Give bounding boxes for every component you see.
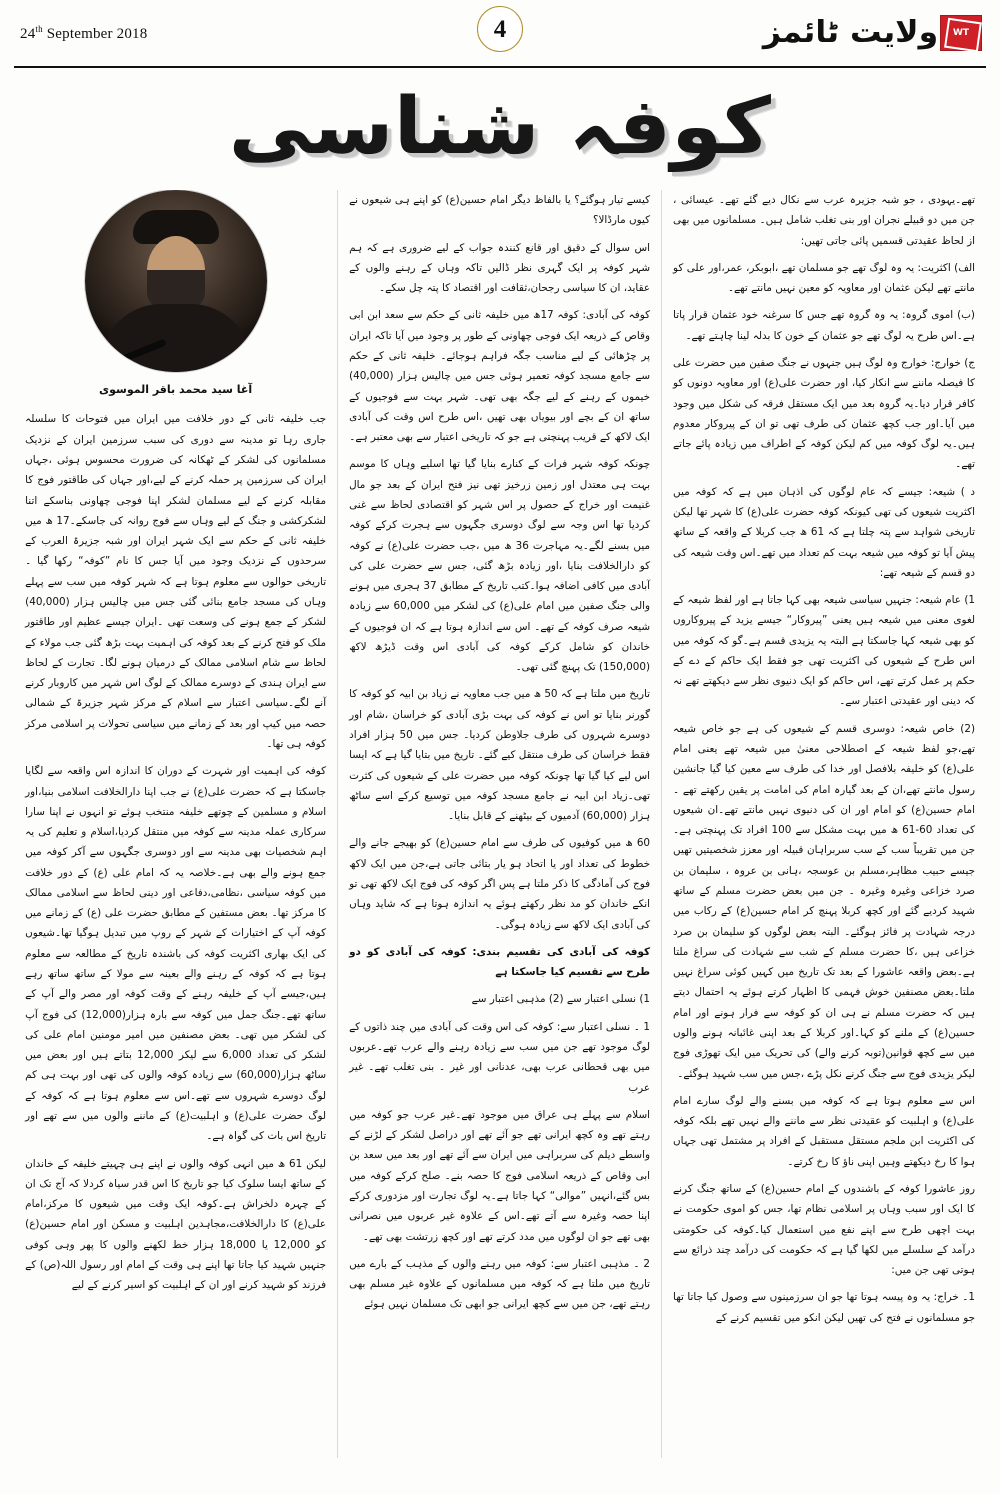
paragraph: کیسے تیار ہوگئے؟ یا بالفاظ دیگر امام حسین(ع) کو اپنے ہی شیعوں نے کیوں مارڈالا؟ [349,194,651,227]
article-columns [14,186,986,1458]
paragraph: چونکہ کوفہ شہر فرات کے کنارے بنایا گیا تھا اسلیے وہاں کا موسم بہت ہی معتدل اور زمین زرخیز تھی نیز فتح ایران کے بعد جو مال غنیمت اور خراج کے حصول پر اس شہر کو اقتصادی لحاظ سے غنی کردیا تھا اس وجہ سے لوگ دوسری جگہوں سے ہجرت کرکے کوفہ میں بسنے لگے۔یہ مہاجرت 36 ھ میں ،جب حضرت علی(ع) نے کوفہ کو دارالخلافت بنایا ،اور زیادہ بڑھ گئی، جس سے حضرت علی کی آبادی میں کافی اضافہ ہوا۔کتب تاریخ کے مطابق 37 ہجری میں ہونے والی جنگ صفین میں امام علی(ع) کی لشکر میں 60,000 سے زیادہ شیعہ صرف کوفہ کے تھے۔ اس سے اندازہ ہوتا ہے کہ ان فوجیوں کے خاندان کو شامل کرکے کوفہ کی آبادی اس وقت ڈیڑھ لاکھ (150,000) تک پہنچ گئی تھی۔ [349,458,651,674]
paragraph: د ) شیعہ: جیسے کہ عام لوگوں کی اذہان میں ہے کہ کوفہ میں اکثریت شیعوں کی تھی کیونکہ کوفہ حضرت علی(ع) کا شہر تھا لیکن تاریخی شواہد سے پتہ چلتا ہے کہ 61 ھ جب کربلا کے واقعہ کے ساتھ پیش آیا تو کوفہ میں شیعہ بہت کم تعداد میں تھے۔اس وقت شیعہ کی دو قسم کے شیعہ تھے: [673,485,975,579]
column-middle [338,190,662,1458]
date-suffix: th [35,23,43,34]
paragraph: اسلام سے پہلے ہی عراق میں موجود تھے۔غیر عرب جو کوفہ میں رہتے تھے وہ کچھ ایرانی تھے جو آئے تھے اور دراصل لشکر کے لڑنے کے واسطے دیلم کی سربراہی میں ایران سے آئے تھے اور بعد میں سعد بن ابی وقاص کے ذریعہ اسلامی فوج کا حصہ بنے۔ صلح کرکے کوفہ میں بس گئے،انہیں ”موالی“ کہا جاتا ہے۔یہ لوگ تجارت اور مزدوری کرکے اپنا حصہ وغیرہ سے آتے تھے۔اس کے علاوہ غیر عربوں میں نصرانی بھی تھے جو ان لوگوں میں مدد کرتے تھے اور کچھ زرتشت بھی تھے۔ [349,1108,651,1243]
paragraph: جب خلیفہ ثانی کے دور خلافت میں ایران میں فتوحات کا سلسلہ جاری رہا تو مدینہ سے دوری کی سبب سرزمین ایران کے نزدیک مسلمانوں کی لشکر کے ٹھکانہ کی ضرورت محسوس ہوئی ،جہاں ایران کی سرزمین پر حملہ کرنے کے لیے،اور جہاں کی طاقتور فوج کا مقابلہ کرنے کے لیے مسلمان لشکر اپنا فوجی چھاونی بناسکے اتنا لشکرکشی و جنگ کے لیے وہاں سے فوج روانہ کی جاسکے۔17 ھ میں خلیفہ ثانی کے حکم سے ایک شہر ایران اور شبہ جزیرۃ العرب کے سرحدوں کے نزدیک وجود میں آیا جس کا نام ”کوفہ“ رکھا گیا ۔ تاریخی حوالوں سے معلوم ہوتا ہے کہ شہر کوفہ میں سب سے پہلے وہاں کی مسجد جامع بنائی گئی جس میں چالیس ہزار (40,000) لشکر کے جمع ہونے کی وسعت تھی ۔ایران جیسے عظیم اور طاقتور ملک کو فتح کرنے کے بعد کوفہ کی اہمیت بہت بڑھ گئی جب مولاء کے لحاظ سے شام اسلامی ممالک کے درمیان ہونے لگا۔ تجارت کے لحاظ سے ایران ہندی کے دوسرے ممالک کے لوگ اس شہر میں کاروبار کرنے آنے لگے۔سیاسی اعتبار سے اسلام کے مرکز شہر جزیرۃ کے شمالی حصہ میں کیپ اور بعد کے زمانے میں سیاسی تحولات پر اسلامی مرکز کوفہ ہی تھا۔ [25,413,327,750]
paragraph: کوفہ کی اہمیت اور شہرت کے دوران کا اندازہ اس واقعہ سے لگایا جاسکتا ہے کہ حضرت علی(ع) نے جب اپنا دارالخلافت اسلامی بنیا،اور اسلام و مسلمین کے چوتھے خلیفہ منتخب ہوئے تو انہوں نے اپنا سارا سرکاری عملہ مدینہ سے کوفہ میں منتقل کردیا،اسلام و تعلیم کی یہ اہم شخصیات بھی مدینہ سے اور دوسری جگہوں سے آکر کوفہ میں جمع ہونے والے بھی ہے۔خلاصہ یہ کہ امام علی (ع) کے دور خلافت میں کوفہ سیاسی ،نظامی،دفاعی اور دینی لحاظ سے اسلامی ممالک کا مرکز تھا۔ بعض مستفین کے مطابق حضرت علی (ع) کے زمانے میں کوفہ آپ کے اختیارات کے شہر کے روپ میں تبدیل ہوگیا تھا۔شیعوں کی ایک بھاری اکثریت کوفہ کی باشندہ تاریخ کے مطالعہ سے معلوم ہوتا ہے کہ کوفہ کے رہنے والے بعینہ سے مولا کے ساتھ ساتھ رہے ہیں،جیسے آپ کے خلیفہ رہنے کے وقت کوفہ اور مصر والے آپ کے ساتھ تھے۔جنگ جمل میں کوفہ سے بارہ ہزار(12,000) کی فوج آپ کی لشکر میں تھی۔ بعض مصنفین میں امیر مومنین امام علی کی لشکر کی تعداد 6,000 سے لیکر 12,000 بتاتے ہیں اور بعض میں ساٹھ ہزار(60,000) سے زیادہ کوفہ والوں کی تھی اور بہت ہی کم لوگ دوسرے شہروں سے تھے۔اس سے معلوم ہوتا ہے کہ کوفہ کے لوگ حضرت علی(ع) و اہلبیت(ع) کے ماننے والوں میں سے تھے اور تاریخ اس بات کی گواہ ہے۔ [25,765,327,1143]
paragraph: لیکن 61 ھ میں انہی کوفہ والوں نے اپنے ہی چہیتے خلیفہ کے خاندان کے ساتھ ایسا سلوک کیا جو تاریخ کا اس قدر سیاہ کردلا کہ آج تک ان کے چہرہ دلخراش ہے۔کوفہ ایک وقت میں شیعوں کا مرکز،امام علی(ع) کا دارالخلافت،مجاہدین اہلبیت و مسکن اور امام حسین(ع) کو 12,000 یا 18,000 ہزار خط لکھنے والوں کا پھر وہی کوفی جنہیں شہید کیا جاتا تھا اپنے ہی وقت کے امام اور رسول اللہ(ص) کے فرزند کو شہید کرنے اور ان کے اہلبیت کو اسیر کرنے کے لیے [25,1157,327,1292]
paragraph: (ب) اموی گروہ: یہ وہ گروہ تھے جس کا سرغنہ خود عثمان قرار پاتا ہے۔اس طرح یہ لوگ تھے جو عثمان کے خون کا بدلہ لینا چاہتے تھے۔ [673,309,975,342]
paragraph: الف) اکثریت: یہ وہ لوگ تھے جو مسلمان تھے ،ابوبکر، عمر،اور علی کو مانتے تھے لیکن عثمان اور معاویہ کو معین نہیں مانتے تھے۔ [673,261,975,295]
paragraph: 1۔ خراج: یہ وہ پیسہ ہوتا تھا جو ان سرزمینوں سے وصول کیا جاتا تھا جو مسلمانوں نے فتح کی تھیں لیکن انکو میں تقسیم کرنے کے [673,1291,975,1324]
column-left [14,190,338,1458]
paragraph: تھے۔یہودی ، جو شبہ جزیرہ عرب سے نکال دیے گئے تھے۔ عیسائی ، جن میں دو قبیلے نجران اور بنی تغلب شامل ہیں۔ مسلمانوں میں بھی از لحاظ عقیدتی قسمیں پائی جاتی تھیں: [673,194,975,247]
publication-date [14,24,147,43]
brand-logo-text: WT [952,28,970,38]
brand-title: ولایت ٹائمز [762,15,939,50]
subheading: کوفہ کی آبادی کی تقسیم بندی: کوفہ کی آبادی کو دو طرح سے تقسیم کیا جاسکتا ہے [349,945,651,979]
page-number-badge [477,6,523,52]
column-right [662,190,986,1458]
newspaper-logo-icon [940,15,982,51]
robe-shape [101,304,251,372]
paragraph: (2) خاص شیعہ: دوسری قسم کے شیعوں کی ہے جو خاص شیعہ تھے،جو لفظ شیعہ کے اصطلاحی معنیٰ میں شیعہ تھے یعنی امام علی(ع) کو خلیفہ بلافصل اور خدا کی طرف سے معین کیا گیا جانشین رسول مانتے تھے،ان کے بعد گیارہ امام کی امامت پر یقین رکھتے تھے ۔امام حسین(ع) کو امام اور ان کی دنیوی نہیں مانتے تھے۔ان شیعوں کی تعداد 60-61 ھ میں بہت مشکل سے 100 افراد تک پہنچتی ہے۔ جن میں تقریباً سب کے سب سربراہان قبیلہ اور معزز شخصیتیں تھیں جیسے حبیب مظاہر،مسلم بن عوسجہ ،ہانی بن عروہ ، سلیمان بن صرد خزاعی وغیرہ وغیرہ ۔ جن میں بعض حضرت مسلم کے ساتھ شہید کردیے گئے اور کچھ کربلا پہنچ کر امام حسین(ع) کے رکاب میں درجہ شہادت پر فائز ہوگئے۔ البتہ بعض لوگوں کو سلیمان بن صرد خزاعی ہیں ،کا حضرت مسلم کے شب سے شہادت کی سراغ ملتا ہے۔بعض واقعہ عاشورا کے بعد تک تاریخ میں کہیں کوئی سراغ نہیں ملتا۔بعض مصنفین خوش فہمی کا اظہار کرتے ہوئے یہ احتمال دیتے ہیں کہ حضرت مسلم نے ہی ان کو کوفہ سے فرار ہونے اور امام حسین(ع) کے ملنے کو کہا۔اور کربلا کے بعد اپنی غائبانہ ہونے والوں میں سے کچھ قوانین(توبہ کرنے والے) کی تحریک میں ایک تھوڑی فوج لیکر یزیدی فوج سے جنگ کرنے نکل پڑے ،جس میں سب شہید ہوگئے۔ [673,722,976,1080]
author-portrait-block [25,190,326,400]
paragraph: ج) خوارج: خوارج وہ لوگ ہیں جنہوں نے جنگ صفین میں حضرت علی کا فیصلہ ماننے سے انکار کیا، اور حضرت علی(ع) اور معاویہ دونوں کو کافر قرار دیا۔یہ گروہ بعد میں ایک مستقل فرقہ کی شکل میں وجود میں آیا۔اور جب کچھ عثمان کی طرف تھی تو ان کے پیروکار معدوم ہیں۔یہ لوگ کوفہ میں کم لیکن کوفہ کے اطراف میں زیادہ پائے جاتے تھے۔ [673,356,975,471]
paragraph: 1 ۔ نسلی اعتبار سے: کوفہ کی اس وقت کی آبادی میں چند ذاتوں کے لوگ موجود تھے جن میں سب سے زیادہ رہنے والے عرب تھے۔عربوں میں بھی قحطانی عرب بھی، عدنانی اور غیر ۔ بنی تغلب تھے۔ غیر عرب [349,1020,651,1094]
list-item: 1) نسلی اعتبار سے (2) مذہبی اعتبار سے [471,993,651,1006]
paragraph: کوفہ کی آبادی: کوفہ 17ھ میں خلیفہ ثانی کے حکم سے سعد ابن ابی وقاص کے ذریعہ ایک فوجی چھاونی کے طور پر وجود میں آیا تاکہ ایران پر چڑھائی کے لیے مناسب جگہ فراہم ہوجائے۔ خلیفہ ثانی کے حکم سے جامع مسجد کوفہ تعمیر ہوئی جس میں چالیس ہزار (40,000) خیموں کے رہنے کے لیے جگہ بھی تھی۔ شہر بہت سے فوجیوں کے ساتھ ان کے بچے اور بیویاں بھی تھیں ،اس طرح اس وقت کی آبادی ایک لاکھ کے قریب پہنچتی ہے جو کہ تاریخی اعتبار سے بھی معتبر ہے۔ [349,309,651,444]
paragraph: 1) عام شیعہ: جنہیں سیاسی شیعہ بھی کہا جاتا ہے اور لفظ شیعہ کے لغوی معنی میں شیعہ ہیں یعنی ”پیروکار“ جیسے یزید کے پیروکاروں کو بھی شیعہ کہا جاسکتا ہے البتہ یہ یزیدی قسم ہے۔گو کہ کوفہ میں اس طرح کے شیعوں کی اکثریت تھی جو فقط ایک حاکم کے دے کے حکم پر عمل کرتے تھے، اس حاکم کو ایک دنیوی نظر سے دیکھتے تھے نہ کہ دینی اور عقیدتی اعتبار سے۔ [673,594,975,708]
paragraph: 2 ۔ مذہبی اعتبار سے: کوفہ میں رہنے والوں کے مذہب کے بارے میں تاریخ میں ملتا ہے کہ کوفہ میں مسلمانوں کے علاوہ غیر مسلم بھی رہتے تھے، جن میں سے کچھ ایرانی جو ابھی تک مسلمان نہیں ہوئے [349,1257,651,1311]
author-photo [85,190,267,372]
page-number: 4 [493,15,507,43]
paragraph: اس سوال کے دقیق اور قانع کنندہ جواب کے لیے ضروری ہے کہ ہم شہر کوفہ پر ایک گہری نظر ڈالیں تاکہ وہاں کے رہنے والوں کے عقاید، ان کا سیاسی رجحان،ثقافت اور اقتصاد کا پتہ چل سکے۔ [349,241,651,295]
paragraph: 60 ھ میں کوفیوں کی طرف سے امام حسین(ع) کو بھیجے جانے والے خطوط کی تعداد اور یا اتحاد ہو یار بتائی جاتی ہے،جن میں ایک لاکھ فوج کی آمادگی کا ذکر ملتا ہے پس اگر کوفہ کی فوج ایک لاکھ تھی تو انکے خاندان کو مد نظر رکھتے ہوئے یہ اندازہ ہوتا ہے کہ شاید وہاں کی آبادی ایک لاکھ سے زیادہ ہوگی۔ [349,837,651,931]
headline-band [14,68,986,186]
paragraph: روز عاشورا کوفہ کے باشندوں کے امام حسین(ع) کے ساتھ جنگ کرنے کا ایک اور سبب وہاں پر اسلامی نظام تھا، جس کو اموی حکومت نے بہت اچھی طرح سے اپنے نفع میں استعمال کیا۔کوفہ کی حکومتی درآمد کے سلسلے میں لکھا گیا ہے کہ حکومت کی درآمد چند ذرائع سے ہوتی تھی جن میں: [673,1182,975,1277]
author-name: آغا سید محمد باقر الموسوی [99,383,253,396]
brand [762,15,986,51]
article-headline: کوفہ شناسی [228,82,772,172]
date-day: 24 [20,25,36,42]
paragraph: اس سے معلوم ہوتا ہے کہ کوفہ میں بسنے والے لوگ سارے امام علی(ع) و اہلبیت کو عقیدتی نظر سے ماننے والے نہیں تھے بلکہ کوفہ کی اکثریت ابن ملجم مستقل مستقبل کے افراد پر مشتمل تھی جہاں ہوا کا رخ دیکھتے وہیں اپنی ناؤ کا رخ کرتے۔ [673,1094,975,1168]
paragraph: تاریخ میں ملتا ہے کہ 50 ھ میں جب معاویہ نے زیاد بن ابیہ کو کوفہ کا گورنر بنایا تو اس نے کوفہ کی بہت بڑی آبادی کو خراسان ،شام اور دوسرے شہروں کی طرف جلاوطن کردیا۔ جس میں 50 ہزار افراد فقط خراسان کی طرف منتقل کیے گئے۔ تاریخ میں بتایا گیا ہے کہ ایسا اس لیے کیا گیا تھا چونکہ کوفہ میں حضرت علی کے شیعوں کی کثرت تھی۔زیاد ابن ابیہ نے جامع مسجد کوفہ میں توسیع کرکے اسے ساٹھ ہزار (60,000) آدمیوں کے بیٹھنے کے قابل بنایا۔ [349,688,651,823]
masthead [14,0,986,68]
date-month-year: September 2018 [42,25,148,42]
